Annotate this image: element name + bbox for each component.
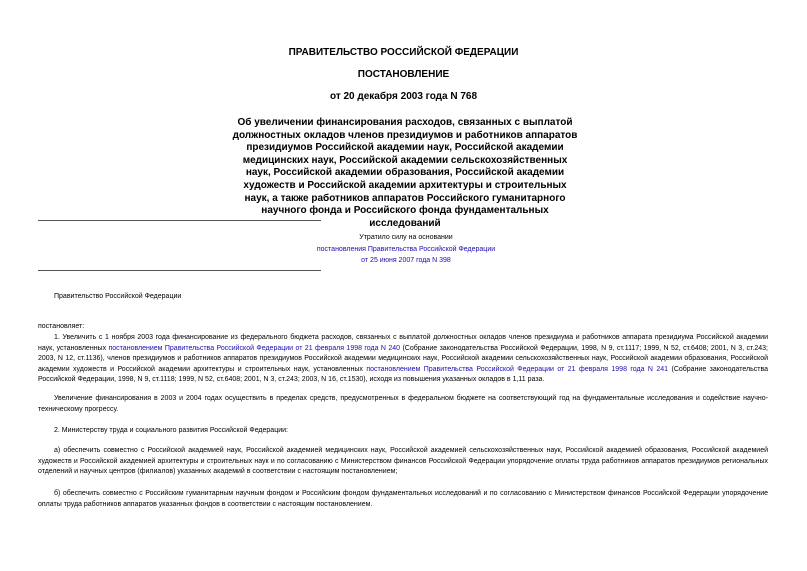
status-note-text: Утратило силу на основании <box>359 234 453 241</box>
paragraph-1-text-a: 1. Увеличить с 1 ноября 2003 года финансирование из федерального бюджета расходов, связанных с выплатой должностных окладов членов президиума и работников аппарата президиума Российской академии наук, установленных <box>38 334 768 352</box>
bottom-divider <box>38 270 321 271</box>
document-title: Об увеличении финансирования расходов, связанных с выплатой должностных окладов членов президиумов и работников аппаратов президиумов Российской академии наук, Российской академии медицинских наук, Российской академии сельскохозяйственных наук, Российской академии образования, Российской академии художеств и Российской академии архитектуры и строительных наук, а также работников аппаратов Российского гуманитарного научного фонда и Российского фонда фундаментальных исследований <box>232 117 578 229</box>
repeal-decree-link[interactable]: постановления Правительства Российской Федерации <box>316 245 496 253</box>
top-divider <box>38 220 321 221</box>
status-note <box>300 232 512 267</box>
paragraph-1-text-c: (Собрание законодательства Российской Федерации, 1998, N 9, ст.1118; 1999, N 52, ст.6408; 2001, N 3, ст.243; 2003, N 16, ст.1530), исходя из повышения указанных окладов в 1,11 раза. <box>38 365 768 383</box>
paragraph-2b: б) обеспечить совместно с Российским гуманитарным научным фондом и Российским фондом фундаментальных исследований и по согласованию с Министерством финансов Российской Федерации упорядочение оплаты труда работников аппаратов указанных фондов в соответствии с настоящим постановлением. <box>38 490 768 508</box>
paragraph-2: 2. Министерству труда и социального развития Российской Федерации: <box>54 427 288 434</box>
decree-240-link[interactable]: постановлением Правительства Российской Федерации от 21 февраля 1998 года N 240 <box>108 344 401 352</box>
funding-paragraph: Увеличение финансирования в 2003 и 2004 годах осуществить в пределах средств, предусмотренных в федеральном бюджете на соответствующий год на фундаментальные исследования и содействие научно-техническому прогрессу. <box>38 395 768 413</box>
paragraph-2a: а) обеспечить совместно с Российской академией наук, Российской академией медицинских наук, Российской академией сельскохозяйственных наук, Российской академией образования, Российской академией художеств и Российской академией архитектуры и строительных наук и по согласованию с Министерством финансов Российской Федерации упорядочение оплаты труда работников аппаратов президиумов региональных отделений и научных центров (филиалов) указанных академий в соответствии с настоящим постановлением; <box>38 447 768 475</box>
paragraph-1 <box>38 333 768 386</box>
document-type-heading: ПОСТАНОВЛЕНИЕ <box>357 69 450 80</box>
issuer-text: Правительство Российской Федерации <box>54 293 182 300</box>
paragraph-1-text-b: (Собрание законодательства Российской Федерации, 1998, N 9, ст.1117; 1999, N 52, ст.6408; 2001, N 3, ст.243; 2003, N 12, ст.1136), членов президиумов и работников аппаратов президиумов Российской академии медицинских наук, Российской академии сельскохозяйственных наук, Российской академии образования, Российской академии художеств и Российской академии архитектуры и строительных наук, установленных <box>38 344 769 373</box>
date-number-heading: от 20 декабря 2003 года N 768 <box>329 91 478 102</box>
repeal-decree-date-link[interactable]: от 25 июня 2007 года N 398 <box>361 257 451 264</box>
decree-241-link[interactable]: постановлением Правительства Российской Федерации от 21 февраля 1998 года N 241 <box>366 365 669 373</box>
resolves-text: постановляет: <box>38 323 85 330</box>
government-heading: ПРАВИТЕЛЬСТВО РОССИЙСКОЙ ФЕДЕРАЦИИ <box>288 47 519 58</box>
